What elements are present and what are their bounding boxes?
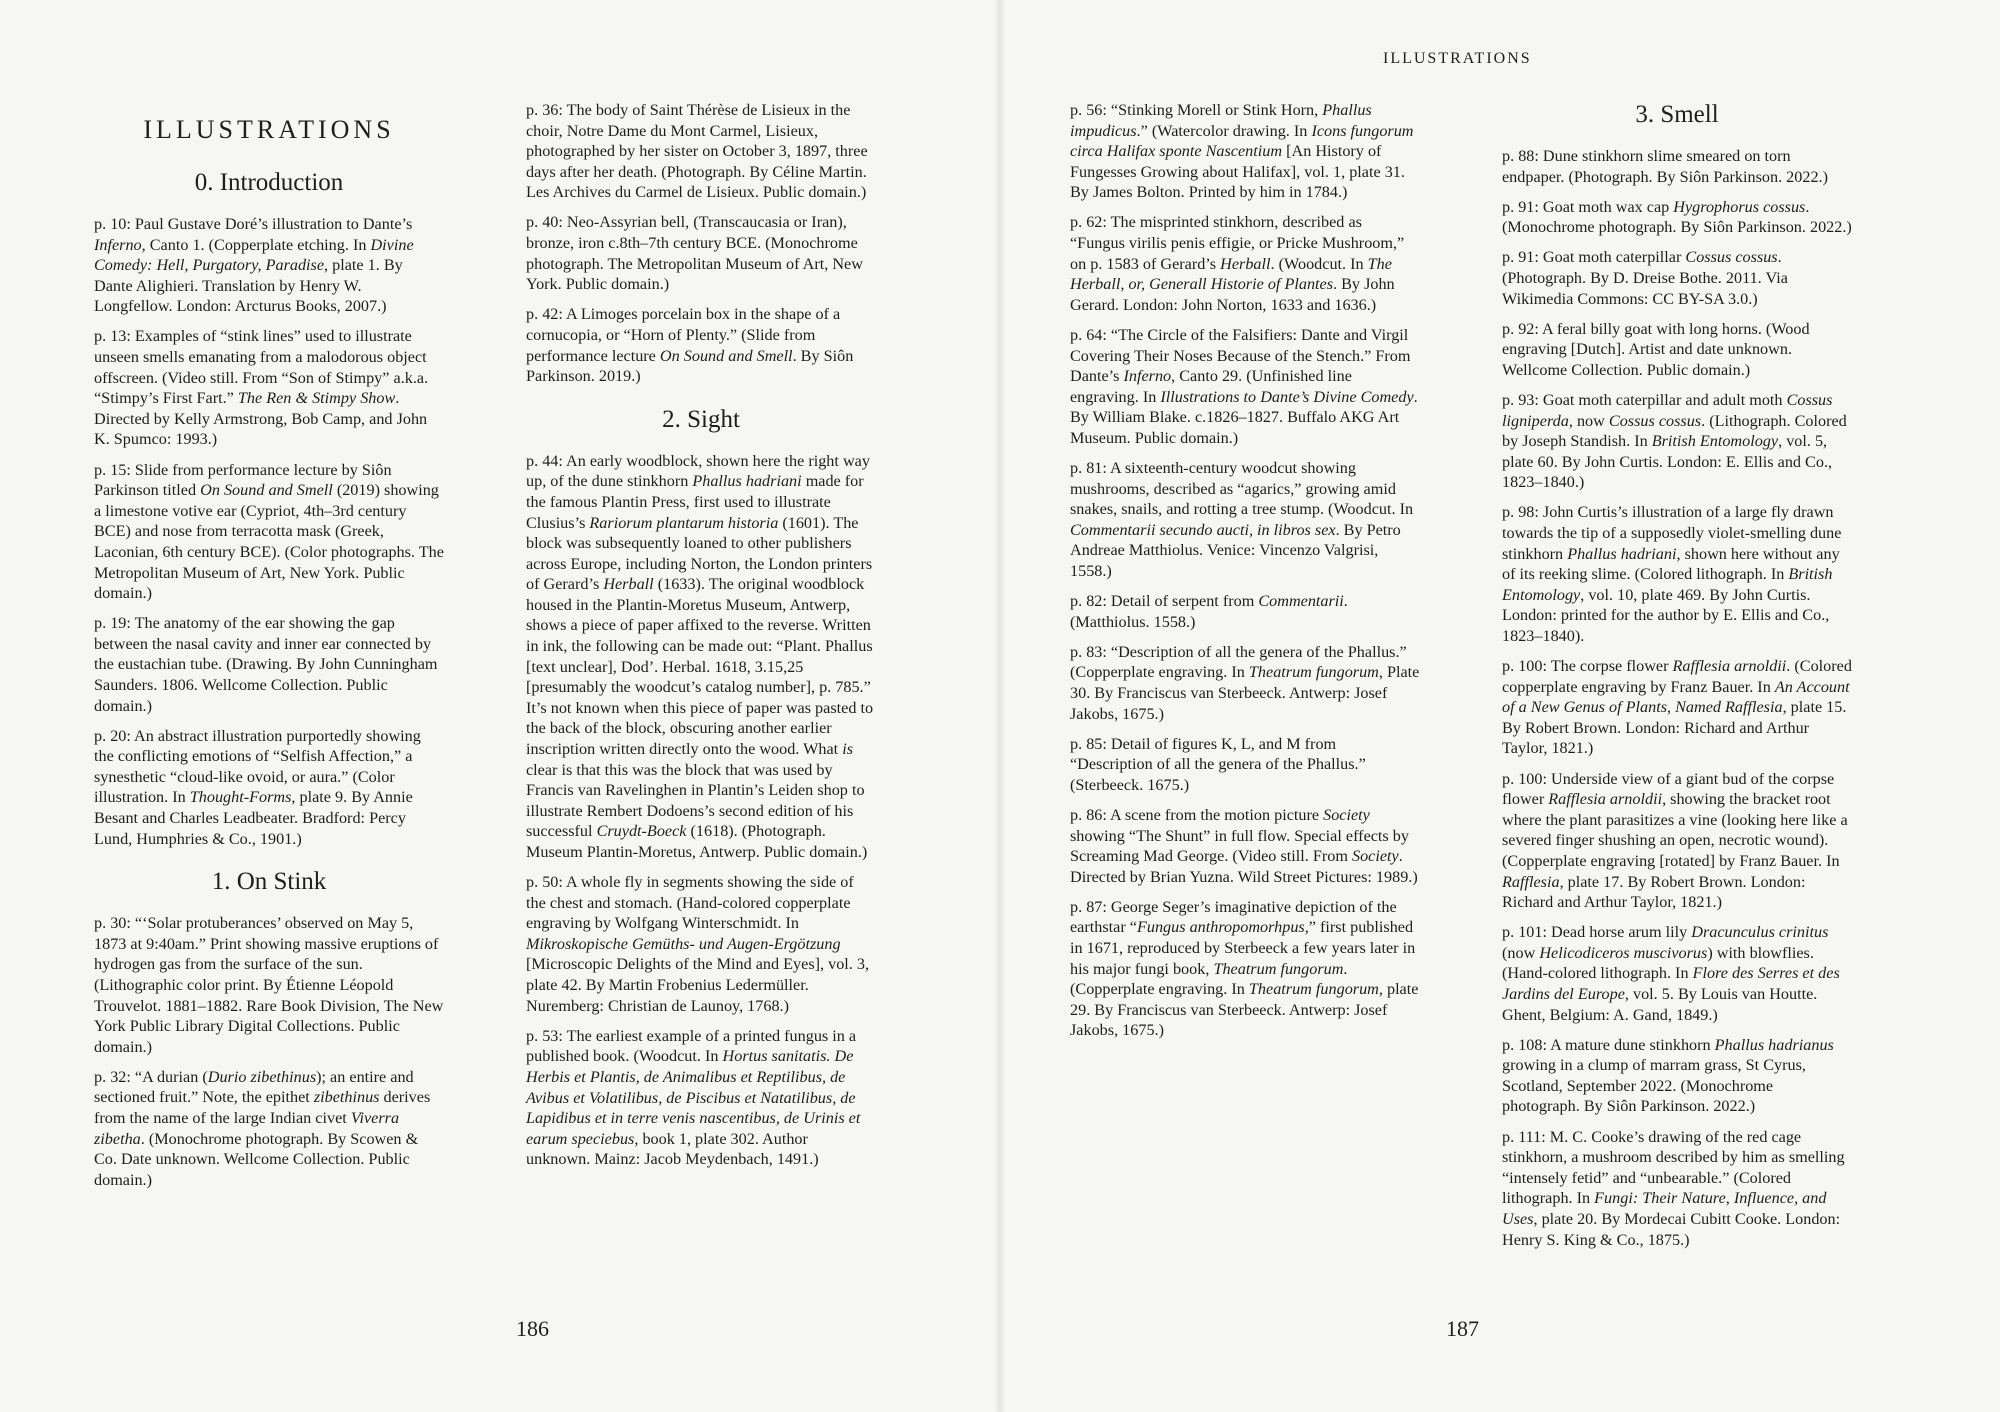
illustration-entry: p. 32: “A durian (Durio zibethinus); an entire and sectioned fruit.” Note, the epithet zibethinus derives from the name of the large Indian civet Viverra zibetha. (Monochrome photograph. By Scowen & Co. Date unknown. Wellcome Collection. Public domain.) [94,1067,431,1189]
book-gutter [994,0,1006,1412]
illustration-entry: p. 64: “The Circle of the Falsifiers: Dante and Virgil Covering Their Noses Because of the Stench.” From Dante’s Inferno, Canto 29. (Unfinished line engraving. In Illustrations to Dante’s Divine Comedy. By William Blake. c.1826–1827. Buffalo AKG Art Museum. Public domain.) [1070,325,1418,447]
entries-container [526,100,876,1170]
illustration-entry: p. 98: John Curtis’s illustration of a large fly drawn towards the tip of a supposedly violet-smelling dune stinkhorn Phallus hadriani, shown here without any of its reeking slime. (Colored lithograph. In British Entomology, vol. 10, plate 469. By John Curtis. London: printed for the author by E. Ellis and Co., 1823–1840). [1502,503,1842,645]
section-heading: 0. Introduction [194,169,344,196]
illustration-entry: p. 20: An abstract illustration purportedly showing the conflicting emotions of “Selfish Affection,” a synesthetic “cloud-like ovoid, or aura.” (Color illustration. In Thought-Forms, plate 9. By Annie Besant and Charles Leadbeater. Bradford: Percy Lund, Humphries & Co., 1901.) [94,726,421,848]
illustration-entry: p. 91: Goat moth caterpillar Cossus cossus. (Photograph. By D. Dreise Bothe. 2011. Via Wikimedia Commons: CC BY-SA 3.0.) [1502,248,1788,308]
illustration-entry: p. 50: A whole fly in segments showing the side of the chest and stomach. (Hand-colored copperplate engraving by Wolfgang Winterschmidt. In Mikroskopische Gemüths- und Augen-Ergötzung [Microscopic Delights of the Mind and Eyes], vol. 3, plate 42. By Martin Frobenius Ledermüller. Nuremberg: Christian de Launoy, 1768.) [526,873,870,1015]
section-heading: 2. Sight [662,405,740,433]
illustration-entry: p. 10: Paul Gustave Doré’s illustration to Dante’s Inferno, Canto 1. (Copperplate etching. In Divine Comedy: Hell, Purgatory, Paradise, plate 1. By Dante Alighieri. Translation by Henry W. Longfellow. London: Arcturus Books, 2007.) [94,215,414,316]
illustration-entry: p. 83: “Description of all the genera of the Phallus.” (Copperplate engraving. In Theatrum fungorum, Plate 30. By Franciscus van Sterbeeck. Antwerp: Josef Jakobs, 1675.) [1070,642,1420,723]
illustration-entry: p. 86: A scene from the motion picture Society showing “The Shunt” in full flow. Special effects by Screaming Mad George. (Video still. From Society. Directed by Brian Yuzna. Wild Street Pictures: 1989.) [1070,805,1418,886]
illustration-entry: p. 42: A Limoges porcelain box in the shape of a cornucopia, or “Horn of Plenty.” (Slide from performance lecture On Sound and Smell. By Siôn Parkinson. 2019.) [526,305,854,386]
illustration-entry: p. 13: Examples of “stink lines” used to illustrate unseen smells emanating from a malodorous object offscreen. (Video still. From “Son of Stimpy” a.k.a. “Stimpy’s First Fart.” The Ren & Stimpy Show. Directed by Kelly Armstrong, Bob Camp, and John K. Spumco: 1993.) [94,327,429,449]
illustration-entry: p. 82: Detail of serpent from Commentarii. (Matthiolus. 1558.) [1070,592,1348,631]
running-head: ILLUSTRATIONS [1383,50,1532,67]
section-heading: 3. Smell [1635,101,1719,128]
illustration-entry: p. 111: M. C. Cooke’s drawing of the red cage stinkhorn, a mushroom described by him as smelling “intensely fetid” and “unbearable.” (Colored lithograph. In Fungi: Their Nature, Influence, and Uses, plate 20. By Mordecai Cubitt Cooke. London: Henry S. King & Co., 1875.) [1502,1127,1845,1249]
illustration-entry: p. 81: A sixteenth-century woodcut showing mushrooms, described as “agarics,” growing amid snakes, snails, and rotting a tree stump. (Woodcut. In Commentarii secundo aucti, in libros sex. By Petro Andreae Matthiolus. Venice: Vincenzo Valgrisi, 1558.) [1070,459,1414,580]
illustration-entry: p. 15: Slide from performance lecture by Siôn Parkinson titled On Sound and Smell (2019) showing a limestone votive ear (Cypriot, 4th–3rd century BCE) and nose from terracotta mask (Greek, Laconian, 6th century BCE). (Color photographs. The Metropolitan Museum of Art, New York. Public domain.) [94,460,444,603]
right-column-2 [1502,100,1852,1260]
illustration-entry: p. 100: Underside view of a giant bud of the corpse flower Rafflesia arnoldii, showing the bracket root where the plant parasitizes a vine (looking here like a severed finger shushing an open, necrotic wound). (Copperplate engraving [rotated] by Franz Bauer. In Rafflesia, plate 17. By Robert Brown. London: Richard and Arthur Taylor, 1821.) [1502,769,1848,912]
illustration-entry: p. 108: A mature dune stinkhorn Phallus hadrianus growing in a clump of marram grass, St Cyrus, Scotland, September 2022. (Monochrome photograph. By Siôn Parkinson. 2022.) [1502,1035,1834,1116]
illustration-entry: p. 19: The anatomy of the ear showing the gap between the nasal cavity and inner ear connected by the eustachian tube. (Drawing. By John Cunningham Saunders. 1806. Wellcome Collection. Public domain.) [94,614,438,715]
illustration-entry: p. 91: Goat moth wax cap Hygrophorus cossus. (Monochrome photograph. By Siôn Parkinson. 2022.) [1502,197,1852,237]
right-column-1 [1070,100,1420,1050]
illustration-entry: p. 40: Neo-Assyrian bell, (Transcaucasia or Iran), bronze, iron c.8th–7th century BCE. (Monochrome photograph. The Metropolitan Museum of Art, New York. Public domain.) [526,213,863,294]
section-heading: 1. On Stink [211,868,327,896]
illustration-entry: p. 53: The earliest example of a printed fungus in a published book. (Woodcut. In Hortus sanitatis. De Herbis et Plantis, de Animalibus et Reptilibus, de Avibus et Volatilibus, de Piscibus et Natatilibus, de Lapidibus et in terre venis nascentibus, de Urinis et earum speciebus, book 1, plate 302. Author unknown. Mainz: Jacob Meydenbach, 1491.) [526,1026,861,1169]
illustration-entry: p. 44: An early woodblock, shown here the right way up, of the dune stinkhorn Phallus hadriani made for the famous Plantin Press, first used to illustrate Clusius’s Rariorum plantarum historia (1601). The block was subsequently loaned to other publishers across Europe, including Norton, the London printers of Gerard’s Herball (1633). The original woodblock housed in the Plantin-Moretus Museum, Antwerp, shows a piece of paper affixed to the reverse. Written in ink, the following can be made out: “Plant. Phallus [text unclear], Dod’. Herbal. 1618, 3.15,25 [presumably the woodcut’s catalog number], p. 785.” It’s not known when this piece of paper was pasted to the back of the block, obscuring another earlier inscription written directly onto the wood. What is clear is that this was the block that was used by Francis van Ravelinghen in Plantin’s Leiden shop to illustrate Rembert Dodoens’s second edition of his successful Cruydt-Boeck (1618). (Photograph. Museum Plantin-Moretus, Antwerp. Public domain.) [526,451,874,861]
left-column-1 [94,104,444,1200]
entries-container [94,168,444,1190]
illustration-entry: p. 100: The corpse flower Rafflesia arnoldii. (Colored copperplate engraving by Franz Bauer. In An Account of a New Genus of Plants, Named Rafflesia, plate 15. By Robert Brown. London: Richard and Arthur Taylor, 1821.) [1502,657,1852,758]
page-title: ILLUSTRATIONS [143,115,395,144]
illustration-entry: p. 88: Dune stinkhorn slime smeared on torn endpaper. (Photograph. By Siôn Parkinson. 2022.) [1502,147,1828,186]
illustration-entry: p. 93: Goat moth caterpillar and adult moth Cossus ligniperda, now Cossus cossus. (Lithograph. Colored by Joseph Standish. In British Entomology, vol. 5, plate 60. By John Curtis. London: E. Ellis and Co., 1823–1840.) [1502,390,1847,492]
entries-container [1070,100,1420,1041]
illustration-entry: p. 30: “‘Solar protuberances’ observed on May 5, 1873 at 9:40am.” Print showing massive eruptions of hydrogen gas from the surface of the sun. (Lithographic color print. By Étienne Léopold Trouvelot. 1881–1882. Rare Book Division, The New York Public Library Digital Collections. Public domain.) [94,914,444,1056]
illustration-entry: p. 92: A feral billy goat with long horns. (Wood engraving [Dutch]. Artist and date unknown. Wellcome Collection. Public domain.) [1502,319,1810,379]
page-number: 187 [1446,1316,1479,1341]
illustration-entry: p. 85: Detail of figures K, L, and M from “Description of all the genera of the Phallus.” (Sterbeeck. 1675.) [1070,734,1366,794]
illustration-entry: p. 87: George Seger’s imaginative depiction of the earthstar “Fungus anthropomorhpus,” first published in 1671, reproduced by Sterbeeck a few years later in his major fungi book, Theatrum fungorum. (Copperplate engraving. In Theatrum fungorum, plate 29. By Franciscus van Sterbeeck. Antwerp: Josef Jakobs, 1675.) [1070,897,1419,1040]
entries-container [1502,100,1852,1250]
illustration-entry: p. 36: The body of Saint Thérèse de Lisieux in the choir, Notre Dame du Mont Carmel, Lisieux, photographed by her sister on October 3, 1897, three days after her death. (Photograph. By Céline Martin. Les Archives du Carmel de Lisieux. Public domain.) [526,101,868,202]
illustration-entry: p. 56: “Stinking Morell or Stink Horn, Phallus impudicus.” (Watercolor drawing. In Icons fungorum circa Halifax sponte Nascentium [An History of Fungesses Growing about Halifax], vol. 1, plate 31. By James Bolton. Printed by him in 1784.) [1070,101,1414,202]
illustration-entry: p. 62: The misprinted stinkhorn, described as “Fungus virilis penis effigie, or Pricke Mushroom,” on p. 1583 of Gerard’s Herball. (Woodcut. In The Herball, or, Generall Historie of Plantes. By John Gerard. London: John Norton, 1633 and 1636.) [1070,213,1405,314]
page-number: 186 [516,1316,549,1341]
right-page [1000,0,2000,1412]
illustration-entry: p. 101: Dead horse arum lily Dracunculus crinitus (now Helicodiceros muscivorus) with blowflies. (Hand-colored lithograph. In Flore des Serres et des Jardins del Europe, vol. 5. By Louis van Houtte. Ghent, Belgium: A. Gand, 1849.) [1502,923,1840,1024]
left-column-2 [526,100,876,1179]
